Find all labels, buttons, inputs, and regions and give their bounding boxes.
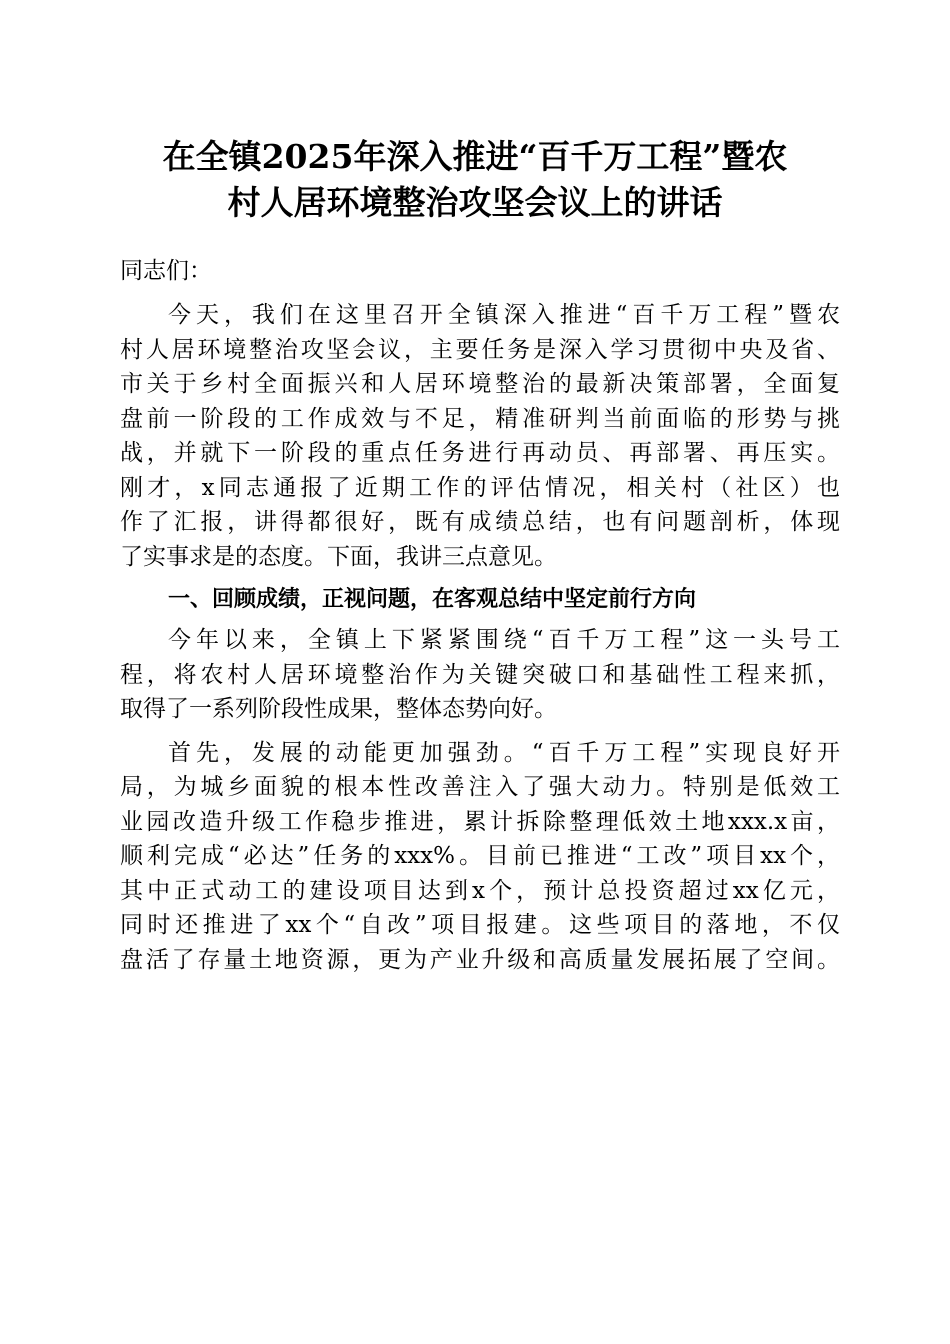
paragraph-line: 业园改造升级工作稳步推进，累计拆除整理低效土地xxx.x亩， bbox=[120, 808, 840, 835]
title-line: 在全镇2025年深入推进“百千万工程”暨农 bbox=[162, 137, 788, 176]
paragraph-intro bbox=[120, 298, 840, 574]
paragraph-line: 其中正式动工的建设项目达到x个，预计总投资超过xx亿元， bbox=[120, 877, 840, 904]
paragraph-line: 今天，我们在这里召开全镇深入推进“百千万工程”暨农 bbox=[168, 302, 840, 328]
paragraph-line: 局，为城乡面貌的根本性改善注入了强大动力。特别是低效工 bbox=[120, 774, 840, 800]
paragraph-line: 盘前一阶段的工作成效与不足，精准研判当前面临的形势与挑 bbox=[120, 405, 840, 432]
document-title bbox=[100, 134, 850, 226]
paragraph-line: 了实事求是的态度。下面，我讲三点意见。 bbox=[120, 543, 557, 570]
paragraph-review bbox=[120, 623, 840, 727]
paragraph-line: 村人居环境整治攻坚会议，主要任务是深入学习贯彻中央及省、 bbox=[120, 336, 840, 363]
section-heading: 一、回顾成绩，正视问题，在客观总结中坚定前行方向 bbox=[168, 587, 697, 612]
paragraph-line: 市关于乡村全面振兴和人居环境整治的最新决策部署，全面复 bbox=[120, 371, 840, 397]
paragraph-line: 战，并就下一阶段的重点任务进行再动员、再部署、再压实。 bbox=[120, 440, 840, 466]
paragraph-momentum bbox=[120, 736, 840, 978]
title-line: 村人居环境整治攻坚会议上的讲话 bbox=[227, 183, 723, 222]
paragraph-line: 取得了一系列阶段性成果，整体态势向好。 bbox=[120, 696, 557, 722]
paragraph-line: 作了汇报，讲得都很好，既有成绩总结，也有问题剖析，体现 bbox=[120, 509, 840, 535]
document-body bbox=[120, 254, 840, 977]
paragraph-line: 首先，发展的动能更加强劲。“百千万工程”实现良好开 bbox=[168, 739, 840, 766]
salutation: 同志们： bbox=[120, 258, 212, 284]
paragraph-line: 同时还推进了xx个“自改”项目报建。这些项目的落地，不仅 bbox=[120, 912, 840, 938]
paragraph-line: 今年以来，全镇上下紧紧围绕“百千万工程”这一头号工 bbox=[168, 627, 840, 653]
paragraph-line: 盘活了存量土地资源，更为产业升级和高质量发展拓展了空间。 bbox=[120, 946, 840, 973]
paragraph-line: 刚才，x同志通报了近期工作的评估情况，相关村（社区）也 bbox=[120, 474, 840, 501]
paragraph-line: 顺利完成“必达”任务的xxx%。目前已推进“工改”项目xx个， bbox=[120, 843, 840, 869]
paragraph-line: 程，将农村人居环境整治作为关键突破口和基础性工程来抓， bbox=[120, 661, 840, 688]
